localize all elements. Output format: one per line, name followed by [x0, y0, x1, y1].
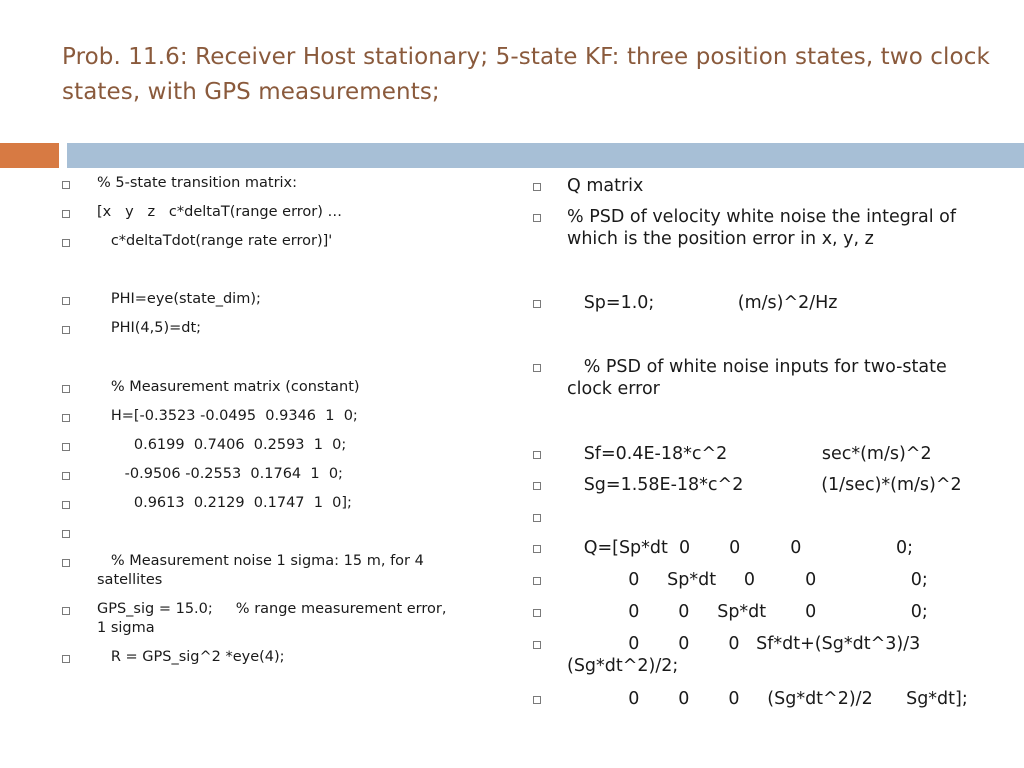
bullet-icon [62, 181, 70, 189]
right-item-5: Sf=0.4E-18*c^2 sec*(m/s)^2 [567, 444, 932, 464]
bullet-icon [533, 451, 541, 459]
left-item-8: % Measurement matrix (constant) [97, 379, 360, 395]
bullet-icon [62, 326, 70, 334]
right-item-4: % PSD of white noise inputs for two-state clock error [567, 357, 947, 399]
right-item-1: Q matrix [567, 176, 644, 196]
left-item-11: -0.9506 -0.2553 0.1764 1 0; [97, 466, 343, 482]
bullet-icon [533, 609, 541, 617]
bullet-icon [533, 214, 541, 222]
left-item-5: PHI=eye(state_dim); [97, 291, 261, 307]
left-item-1: % 5-state transition matrix: [97, 175, 298, 191]
right-item-6: Sg=1.58E-18*c^2 (1/sec)*(m/s)^2 [567, 475, 962, 495]
bullet-icon [62, 501, 70, 509]
left-item-10: 0.6199 0.7406 0.2593 1 0; [97, 437, 347, 453]
bullet-icon [533, 300, 541, 308]
left-item-14: % Measurement noise 1 sigma: 15 m, for 4 satellites [97, 553, 424, 588]
bullet-icon [533, 183, 541, 191]
right-item-11: 0 0 0 Sf*dt+(Sg*dt^3)/3 (Sg*dt^2)/2; [567, 634, 921, 676]
bullet-icon [62, 559, 70, 567]
right-item-3: Sp=1.0; (m/s)^2/Hz [567, 293, 838, 313]
left-item-9: H=[-0.3523 -0.0495 0.9346 1 0; [97, 408, 358, 424]
right-item-12: 0 0 0 (Sg*dt^2)/2 Sg*dt]; [567, 689, 968, 709]
accent-bar-orange [0, 143, 59, 168]
bullet-icon [533, 641, 541, 649]
left-item-15: GPS_sig = 15.0; % range measurement error, 1 sigma [97, 601, 447, 636]
left-item-2: [x y z c*deltaT(range error) … [97, 204, 343, 220]
bullet-icon [62, 297, 70, 305]
right-item-2: % PSD of velocity white noise the integral of which is the position error in x, y, z [567, 207, 957, 249]
right-item-9: 0 Sp*dt 0 0 0; [567, 570, 928, 590]
bullet-icon [62, 655, 70, 663]
right-item-8: Q=[Sp*dt 0 0 0 0; [567, 538, 914, 558]
bullet-icon [533, 364, 541, 372]
bullet-icon [62, 385, 70, 393]
bullet-icon [533, 696, 541, 704]
bullet-icon [533, 577, 541, 585]
left-item-12: 0.9613 0.2129 0.1747 1 0]; [97, 495, 352, 511]
bullet-icon [62, 239, 70, 247]
bullet-icon [62, 443, 70, 451]
bullet-icon [62, 472, 70, 480]
left-item-3: c*deltaTdot(range rate error)]' [97, 233, 333, 249]
right-item-10: 0 0 Sp*dt 0 0; [567, 602, 928, 622]
accent-bar-blue [67, 143, 1024, 168]
bullet-icon [62, 414, 70, 422]
bullet-icon [62, 210, 70, 218]
slide-title: Prob. 11.6: Receiver Host stationary; 5-state KF: three position states, two clock states, with GPS measurements; [62, 44, 990, 105]
bullet-icon [62, 607, 70, 615]
bullet-icon [533, 545, 541, 553]
left-item-16: R = GPS_sig^2 *eye(4); [97, 649, 285, 665]
bullet-icon [62, 530, 70, 538]
bullet-icon [533, 514, 541, 522]
left-item-6: PHI(4,5)=dt; [97, 320, 202, 336]
bullet-icon [533, 482, 541, 490]
